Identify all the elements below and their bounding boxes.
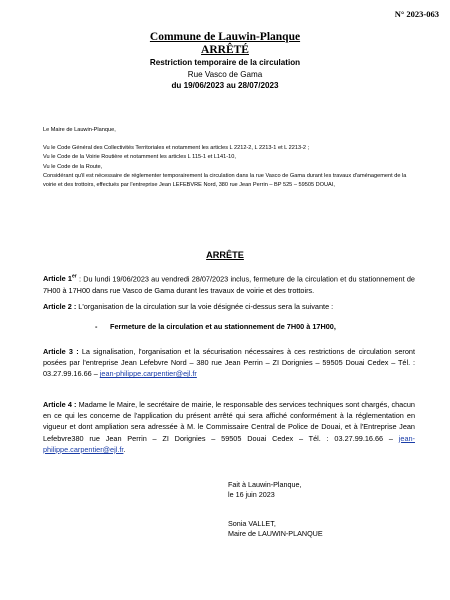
article-3-text: La signalisation, l'organisation et la sécurisation nécessaires à ces restrictions de circulation seront posées par l'entreprise Jean Lefebvre Nord – 380 rue Jean Perrin – ZI Dorignies – 59505 Douai Cedex – Tél. : 03.27.99.16.66 – [43,347,415,379]
email-link[interactable]: jean-philippe.carpentier@ejl.fr [43,433,415,454]
period: du 19/06/2023 au 28/07/2023 [171,81,279,90]
document-header [0,31,450,92]
bullet-text: Fermeture de la circulation et au stationnement de 7H00 à 17H00, [110,322,336,331]
considerant: Considérant qu'il est nécessaire de réglementer temporairement la circulation dans la rue Vasco de Gama durant les travaux d'aménagement de la voirie et des trottoirs, effectués par l'entreprise Jean LEFEBVRE Nord, 380 rue Jean Perrin – BP 525 – 59505 DOUAI, [43,172,407,189]
article-2-label: Article 2 : [43,302,77,311]
document-number: N° 2023-063 [394,9,439,19]
article-1-label: Article 1er [43,274,77,284]
maire-line: Le Maire de Lauwin-Planque, [43,127,116,133]
article-3 [43,346,415,380]
vu-route: Vu le Code de la Route, [43,163,103,170]
article-2 [43,301,415,312]
document-subject: Restriction temporaire de la circulation [149,58,301,67]
signer-title: Maire de LAUWIN-PLANQUE [228,529,323,538]
article-1-text: : Du lundi 19/06/2023 au vendredi 28/07/2023 inclus, fermeture de la circulation et du stationnement de 7H00 à 17H00 dans rue Vasco de Gama durant les travaux de voirie et des trottoirs. [43,274,415,295]
signature-place-date [228,480,302,500]
article-1 [43,272,415,296]
vu-voirie: Vu le Code de la Voirie Routière et notamment les articles L 115-1 et L141-10, [43,154,236,161]
signature-signer [228,519,323,539]
street-name: Rue Vasco de Gama [187,69,263,79]
document-type: ARRÊTÉ [201,44,249,56]
article-3-label: Article 3 : [43,347,79,356]
article-4-text: Madame le Maire, le secrétaire de mairie, le responsable des services techniques sont chargés, chacun en ce qui les concerne de l'application du présent arrêté qui sera affiché conformément à la réglementation en vigueur et dont ampliation sera adressée à M. le Commissaire Central de Police de Douai, et à l'Entreprise Jean Lefebvre380 rue Jean Perrin – ZI Dorignies – 59505 Douai Cedex – Tél. : 03.27.99.16.66 – [43,400,415,443]
bullet-item [95,322,425,331]
article-4-label: Article 4 : [43,400,77,409]
article-2-text: L'organisation de la circulation sur la voie désignée ci-dessus sera la suivante : [76,302,334,311]
article-4: Article 4 : Madame le Maire, le secrétaire de mairie, le responsable des services techniques sont chargés, chacun en ce qui les concerne de l'application du présent arrêté qui sera affiché conformément à la réglementation en vigueur et dont ampliation sera adressée à M. le Commissaire Central de Police de Douai, et à l'Entreprise Jean Lefebvre380 rue Jean Perrin – ZI Dorignies – 59505 Douai Cedex – Tél. : 03.27.99.16.66 – jean-philippe.carpentier@ejl.fr. [43,400,415,454]
vu-cgct: Vu le Code Général des Collectivités Territoriales et notamment les articles L 2212-2, L 2213-1 et L 2213-2 ; [43,145,310,152]
bullet-dash: - [95,322,98,331]
signature-place: Fait à Lauwin-Planque, [228,480,302,489]
commune-name: Commune de Lauwin-Planque [149,31,301,43]
arrete-title: ARRÊTE [206,250,244,260]
signer-name: Sonia VALLET, [228,519,276,528]
signature-date: le 16 juin 2023 [228,490,275,499]
email-link[interactable]: jean-philippe.carpentier@ejl.fr [99,369,197,379]
considerants-block [43,126,415,190]
